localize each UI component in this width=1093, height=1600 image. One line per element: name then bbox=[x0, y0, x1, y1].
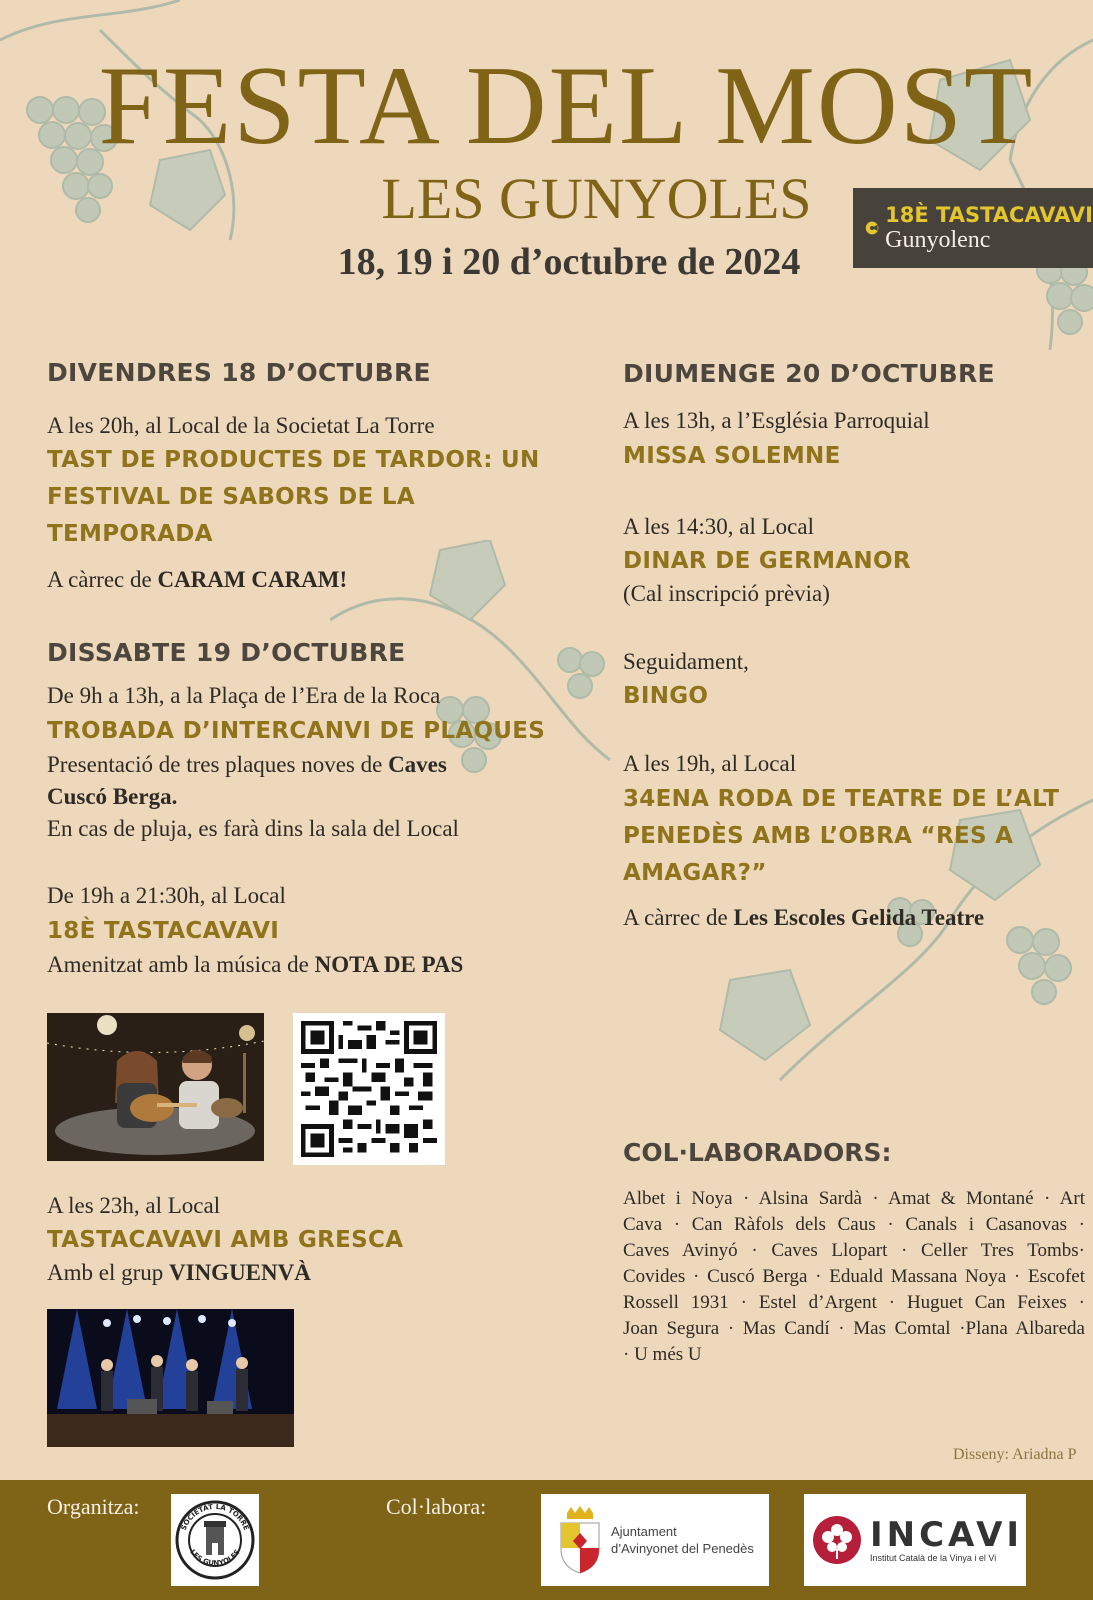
sunday-event-2: DINAR DE GERMANOR bbox=[623, 548, 911, 574]
collaborators-list bbox=[623, 1186, 1085, 1368]
ajuntament-line-1: Ajuntament bbox=[611, 1524, 677, 1539]
collaborator-line: Cava · Can Ràfols dels Caus · Canals i Casanovas · bbox=[623, 1214, 1085, 1235]
sunday-event-3: BINGO bbox=[623, 683, 709, 709]
friday-event bbox=[47, 442, 540, 553]
event-line: TEMPORADA bbox=[47, 521, 213, 547]
poster-title: FESTA DEL MOST bbox=[98, 44, 1035, 168]
event-line: FESTIVAL DE SABORS DE LA bbox=[47, 484, 415, 510]
ajuntament-shield-icon bbox=[557, 1505, 603, 1575]
sunday-heading: DIUMENGE 20 D’OCTUBRE bbox=[623, 359, 995, 388]
event-line: AMAGAR?” bbox=[623, 860, 767, 886]
tastacavavi-badge bbox=[853, 188, 1093, 268]
saturday-time-1: De 9h a 13h, a la Plaça de l’Era de la Roca bbox=[47, 683, 441, 708]
nota-de-pas-photo bbox=[47, 1013, 264, 1161]
collaborators-heading: COL·LABORADORS: bbox=[623, 1138, 892, 1167]
event-line: PENEDÈS AMB L’OBRA “RES A bbox=[623, 823, 1014, 849]
tastacava-logo-icon bbox=[865, 200, 879, 256]
incavi-logo bbox=[804, 1494, 1026, 1586]
sunday-time-4: A les 19h, al Local bbox=[623, 751, 797, 776]
badge-title: 18È TASTACAVAVI bbox=[885, 202, 1093, 227]
sunday-time-3: Seguidament, bbox=[623, 649, 749, 674]
qr-code[interactable] bbox=[293, 1013, 445, 1165]
poster-subtitle: LES GUNYOLES bbox=[381, 166, 812, 231]
collaborator-line: Rossell 1931 · Estel d’Argent · Huguet Can Feixes · bbox=[623, 1292, 1085, 1313]
incavi-name: INCAVI bbox=[870, 1515, 1024, 1555]
sunday-note-2: (Cal inscripció prèvia) bbox=[623, 581, 830, 606]
svg-text:SOCIETAT LA TORRE: SOCIETAT LA TORRE bbox=[179, 1502, 251, 1532]
saturday-time-2: De 19h a 21:30h, al Local bbox=[47, 883, 286, 908]
design-credit: Disseny: Ariadna P bbox=[953, 1446, 1077, 1463]
vinguenva-photo bbox=[47, 1309, 294, 1447]
saturday-desc-1b: Cuscó Berga. bbox=[47, 784, 178, 809]
saturday-time-3: A les 23h, al Local bbox=[47, 1193, 221, 1218]
saturday-event-1: TROBADA D’INTERCANVI DE PLAQUES bbox=[47, 718, 546, 744]
society-seal-icon bbox=[174, 1499, 256, 1581]
event-line: 34ENA RODA DE TEATRE DE L’ALT bbox=[623, 786, 1060, 812]
event-line: TAST DE PRODUCTES DE TARDOR: UN bbox=[47, 447, 540, 473]
collaborator-line: Covides · Cuscó Berga · Eduald Massana Noya · Escofet bbox=[623, 1266, 1085, 1287]
sunday-time-2: A les 14:30, al Local bbox=[623, 514, 814, 539]
saturday-desc-1: Presentació de tres plaques noves de Caves bbox=[47, 752, 447, 777]
saturday-event-3: TASTACAVAVI AMB GRESCA bbox=[47, 1227, 404, 1253]
incavi-flower-icon bbox=[812, 1515, 862, 1565]
society-seal bbox=[171, 1494, 259, 1586]
collaborator-line: Albet i Noya · Alsina Sardà · Amat & Montané · Art bbox=[623, 1188, 1085, 1209]
saturday-rain-note: En cas de pluja, es farà dins la sala del Local bbox=[47, 816, 459, 841]
friday-performer: A càrrec de CARAM CARAM! bbox=[47, 567, 348, 592]
friday-time: A les 20h, al Local de la Societat La Torre bbox=[47, 413, 435, 438]
collaborator-line: Joan Segura · Mas Candí · Mas Comtal ·Plana Albareda bbox=[623, 1318, 1085, 1339]
saturday-desc-3: Amb el grup VINGUENVÀ bbox=[47, 1260, 311, 1285]
friday-heading: DIVENDRES 18 D’OCTUBRE bbox=[47, 358, 431, 387]
saturday-event-2: 18È TASTACAVAVI bbox=[47, 918, 280, 944]
svg-text:LES GUNYOLES: LES GUNYOLES bbox=[188, 1548, 242, 1568]
collaborator-line: Caves Avinyó · Caves Llopart · Celler Tres Tombs· bbox=[623, 1240, 1085, 1261]
collaborator-line: · U més U bbox=[623, 1344, 702, 1365]
saturday-desc-2: Amenitzat amb la música de NOTA DE PAS bbox=[47, 952, 464, 977]
sunday-event-4 bbox=[623, 781, 1059, 892]
badge-subtitle: Gunyolenc bbox=[885, 226, 991, 253]
collabora-label: Col·labora: bbox=[386, 1494, 487, 1519]
ajuntament-line-2: d’Avinyonet del Penedès bbox=[611, 1541, 754, 1556]
organitza-label: Organitza: bbox=[47, 1494, 140, 1519]
sunday-time-1: A les 13h, a l’Església Parroquial bbox=[623, 408, 930, 433]
saturday-heading: DISSABTE 19 D’OCTUBRE bbox=[47, 638, 406, 667]
ajuntament-logo bbox=[541, 1494, 769, 1586]
festival-dates: 18, 19 i 20 d’octubre de 2024 bbox=[337, 241, 801, 283]
sunday-performer: A càrrec de Les Escoles Gelida Teatre bbox=[623, 905, 985, 930]
sunday-event-1: MISSA SOLEMNE bbox=[623, 443, 841, 469]
incavi-subtitle: Institut Català de la Vinya i el Vi bbox=[870, 1553, 997, 1563]
